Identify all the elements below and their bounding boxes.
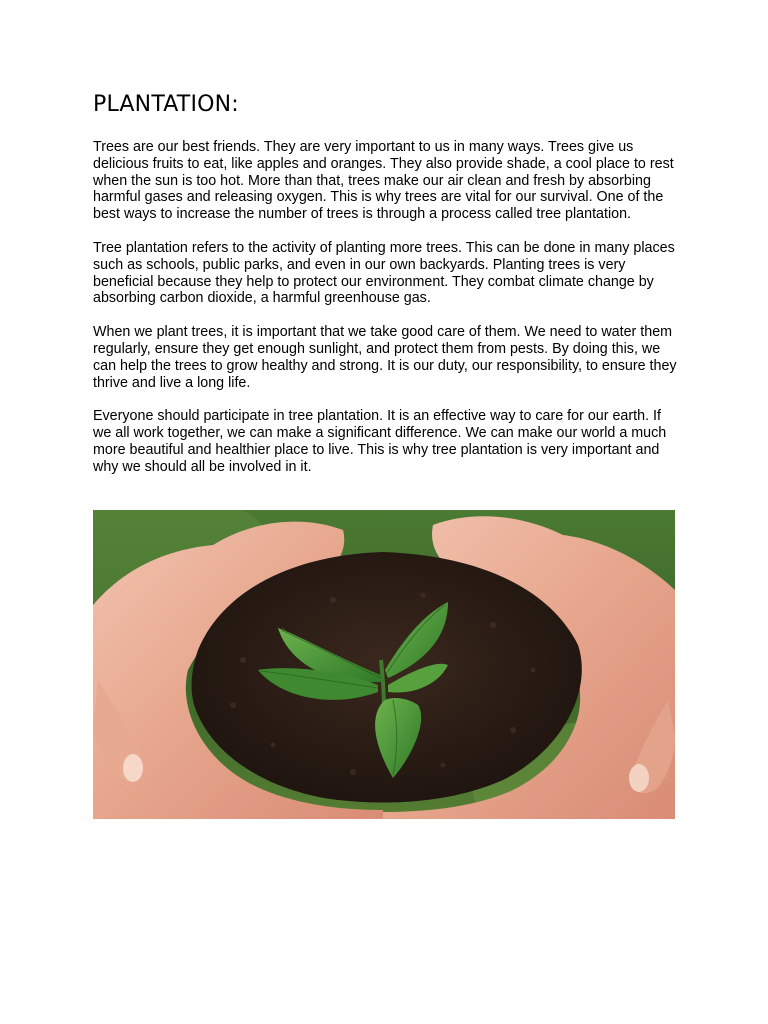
paragraph-3: When we plant trees, it is important that we take good care of them. We need to water them regularly, ensure they get enough sunlight, and protect them from pests. By doing this, we can help the trees to grow healthy and strong. It is our duty, our responsibility, to ensure they thrive and live a long life. <box>93 324 677 391</box>
hands-holding-seedling-image <box>93 510 675 819</box>
paragraph-2: Tree plantation refers to the activity of planting more trees. This can be done in many places such as schools, public parks, and even in our own backyards. Planting trees is very beneficial because they help to protect our environment. They combat climate change by absorbing carbon dioxide, a harmful greenhouse gas. <box>93 239 675 307</box>
photo-illustration <box>93 510 675 819</box>
page-title: PLANTATION: <box>93 92 239 117</box>
paragraph-4: Everyone should participate in tree plantation. It is an effective way to care for our earth. If we all work together, we can make a significant difference. We can make our world a much more beautiful and healthier place to live. This is why tree plantation is very important and why we should all be involved in it. <box>93 408 667 475</box>
article-body <box>93 139 683 493</box>
paragraph-1: Trees are our best friends. They are very important to us in many ways. Trees give us delicious fruits to eat, like apples and oranges. They also provide shade, a cool place to rest when the sun is too hot. More than that, trees make our air clean and fresh by absorbing harmful gases and releasing oxygen. This is why trees are vital for our survival. One of the best ways to increase the number of trees is through a process called tree plantation. <box>93 139 674 223</box>
